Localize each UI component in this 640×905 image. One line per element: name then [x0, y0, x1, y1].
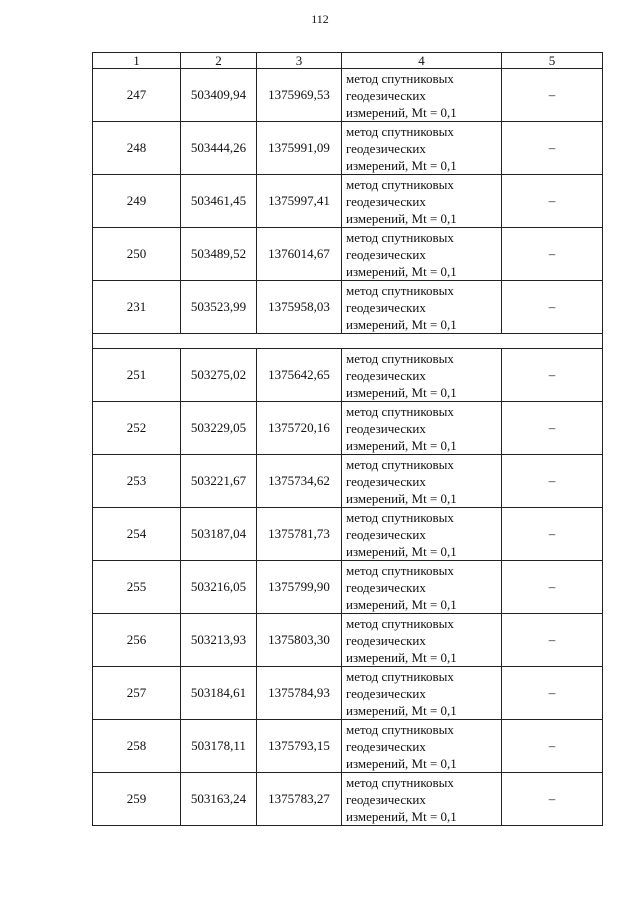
- method-text-line2: геодезических: [346, 632, 426, 648]
- coordinate-x: 503187,04: [181, 508, 257, 561]
- method-text-line2: геодезических: [346, 193, 426, 209]
- method-text-line1: метод спутниковых: [346, 282, 454, 298]
- method-description: [342, 402, 502, 455]
- table-row: [93, 402, 603, 455]
- coordinate-x: 503163,24: [181, 773, 257, 826]
- point-number: 252: [93, 402, 181, 455]
- coordinate-y: 1375991,09: [257, 122, 342, 175]
- coordinate-y: 1375783,27: [257, 773, 342, 826]
- method-text-line2: геодезических: [346, 367, 426, 383]
- method-description: [342, 561, 502, 614]
- header-cell-2: 2: [181, 53, 257, 69]
- method-text-line2: геодезических: [346, 579, 426, 595]
- method-text-line2: геодезических: [346, 526, 426, 542]
- method-text-line3: измерений, Mt = 0,1: [346, 104, 457, 120]
- coordinate-y: 1375734,62: [257, 455, 342, 508]
- coordinate-y: 1375781,73: [257, 508, 342, 561]
- table-gap: [93, 334, 603, 349]
- point-number: 257: [93, 667, 181, 720]
- coordinate-y: 1375784,93: [257, 667, 342, 720]
- method-description: [342, 773, 502, 826]
- table-body-group-2: [93, 349, 603, 826]
- separator-row: [93, 334, 603, 349]
- method-text-line2: геодезических: [346, 299, 426, 315]
- point-number: 231: [93, 281, 181, 334]
- method-text-line3: измерений, Mt = 0,1: [346, 157, 457, 173]
- method-text-line1: метод спутниковых: [346, 774, 454, 790]
- method-text-line3: измерений, Mt = 0,1: [346, 437, 457, 453]
- point-number: 247: [93, 69, 181, 122]
- description-dash: –: [502, 614, 603, 667]
- method-text-line3: измерений, Mt = 0,1: [346, 316, 457, 332]
- coordinate-y: 1375642,65: [257, 349, 342, 402]
- table-row: [93, 281, 603, 334]
- table-row: [93, 720, 603, 773]
- method-text-line3: измерений, Mt = 0,1: [346, 210, 457, 226]
- coordinate-y: 1375969,53: [257, 69, 342, 122]
- method-description: [342, 349, 502, 402]
- method-text-line2: геодезических: [346, 685, 426, 701]
- method-text-line3: измерений, Mt = 0,1: [346, 543, 457, 559]
- method-text-line2: геодезических: [346, 140, 426, 156]
- description-dash: –: [502, 455, 603, 508]
- method-text-line1: метод спутниковых: [346, 562, 454, 578]
- table-body-group-1: [93, 69, 603, 334]
- method-description: [342, 228, 502, 281]
- point-number: 256: [93, 614, 181, 667]
- method-text-line2: геодезических: [346, 87, 426, 103]
- page-number: 112: [311, 12, 329, 26]
- method-description: [342, 508, 502, 561]
- table-row: [93, 69, 603, 122]
- method-text-line1: метод спутниковых: [346, 721, 454, 737]
- header-row: [93, 53, 603, 69]
- point-number: 251: [93, 349, 181, 402]
- point-number: 249: [93, 175, 181, 228]
- coordinate-y: 1375803,30: [257, 614, 342, 667]
- method-description: [342, 175, 502, 228]
- coordinate-x: 503178,11: [181, 720, 257, 773]
- method-text-line1: метод спутниковых: [346, 229, 454, 245]
- point-number: 259: [93, 773, 181, 826]
- method-text-line3: измерений, Mt = 0,1: [346, 263, 457, 279]
- method-text-line1: метод спутниковых: [346, 403, 454, 419]
- point-number: 255: [93, 561, 181, 614]
- method-text-line1: метод спутниковых: [346, 350, 454, 366]
- method-description: [342, 667, 502, 720]
- method-text-line3: измерений, Mt = 0,1: [346, 490, 457, 506]
- method-description: [342, 455, 502, 508]
- point-number: 248: [93, 122, 181, 175]
- table-row: [93, 561, 603, 614]
- description-dash: –: [502, 402, 603, 455]
- coordinate-x: 503184,61: [181, 667, 257, 720]
- coordinate-y: 1375958,03: [257, 281, 342, 334]
- separator-cell: [93, 334, 603, 349]
- description-dash: –: [502, 175, 603, 228]
- coordinate-x: 503523,99: [181, 281, 257, 334]
- point-number: 253: [93, 455, 181, 508]
- method-text-line3: измерений, Mt = 0,1: [346, 649, 457, 665]
- table-row: [93, 773, 603, 826]
- header-cell-3: 3: [257, 53, 342, 69]
- method-text-line1: метод спутниковых: [346, 70, 454, 86]
- method-description: [342, 69, 502, 122]
- coordinate-x: 503409,94: [181, 69, 257, 122]
- method-text-line1: метод спутниковых: [346, 668, 454, 684]
- coordinate-x: 503213,93: [181, 614, 257, 667]
- description-dash: –: [502, 508, 603, 561]
- method-text-line3: измерений, Mt = 0,1: [346, 755, 457, 771]
- header-cell-1: 1: [93, 53, 181, 69]
- method-description: [342, 720, 502, 773]
- description-dash: –: [502, 349, 603, 402]
- method-text-line2: геодезических: [346, 420, 426, 436]
- method-text-line1: метод спутниковых: [346, 456, 454, 472]
- point-number: 250: [93, 228, 181, 281]
- coordinate-y: 1376014,67: [257, 228, 342, 281]
- point-number: 258: [93, 720, 181, 773]
- description-dash: –: [502, 69, 603, 122]
- method-text-line2: геодезических: [346, 738, 426, 754]
- method-description: [342, 122, 502, 175]
- method-text-line1: метод спутниковых: [346, 123, 454, 139]
- method-text-line1: метод спутниковых: [346, 176, 454, 192]
- method-text-line3: измерений, Mt = 0,1: [346, 702, 457, 718]
- description-dash: –: [502, 667, 603, 720]
- table-row: [93, 349, 603, 402]
- method-text-line3: измерений, Mt = 0,1: [346, 384, 457, 400]
- coordinate-y: 1375720,16: [257, 402, 342, 455]
- table-row: [93, 508, 603, 561]
- table-row: [93, 175, 603, 228]
- description-dash: –: [502, 561, 603, 614]
- table-row: [93, 667, 603, 720]
- table-row: [93, 455, 603, 508]
- coordinate-y: 1375799,90: [257, 561, 342, 614]
- header-cell-5: 5: [502, 53, 603, 69]
- method-text-line2: геодезических: [346, 473, 426, 489]
- header-cell-4: 4: [342, 53, 502, 69]
- table-row: [93, 122, 603, 175]
- description-dash: –: [502, 122, 603, 175]
- coordinate-x: 503489,52: [181, 228, 257, 281]
- method-text-line2: геодезических: [346, 791, 426, 807]
- method-text-line3: измерений, Mt = 0,1: [346, 596, 457, 612]
- coordinate-x: 503229,05: [181, 402, 257, 455]
- coordinate-y: 1375997,41: [257, 175, 342, 228]
- description-dash: –: [502, 281, 603, 334]
- coordinate-x: 503275,02: [181, 349, 257, 402]
- description-dash: –: [502, 773, 603, 826]
- coordinates-table: [92, 52, 603, 826]
- method-text-line3: измерений, Mt = 0,1: [346, 808, 457, 824]
- method-description: [342, 614, 502, 667]
- method-text-line1: метод спутниковых: [346, 509, 454, 525]
- coordinate-x: 503216,05: [181, 561, 257, 614]
- coordinate-x: 503221,67: [181, 455, 257, 508]
- method-text-line1: метод спутниковых: [346, 615, 454, 631]
- method-text-line2: геодезических: [346, 246, 426, 262]
- coordinate-y: 1375793,15: [257, 720, 342, 773]
- description-dash: –: [502, 720, 603, 773]
- description-dash: –: [502, 228, 603, 281]
- coordinate-x: 503444,26: [181, 122, 257, 175]
- coordinate-x: 503461,45: [181, 175, 257, 228]
- point-number: 254: [93, 508, 181, 561]
- method-description: [342, 281, 502, 334]
- table-row: [93, 228, 603, 281]
- table-row: [93, 614, 603, 667]
